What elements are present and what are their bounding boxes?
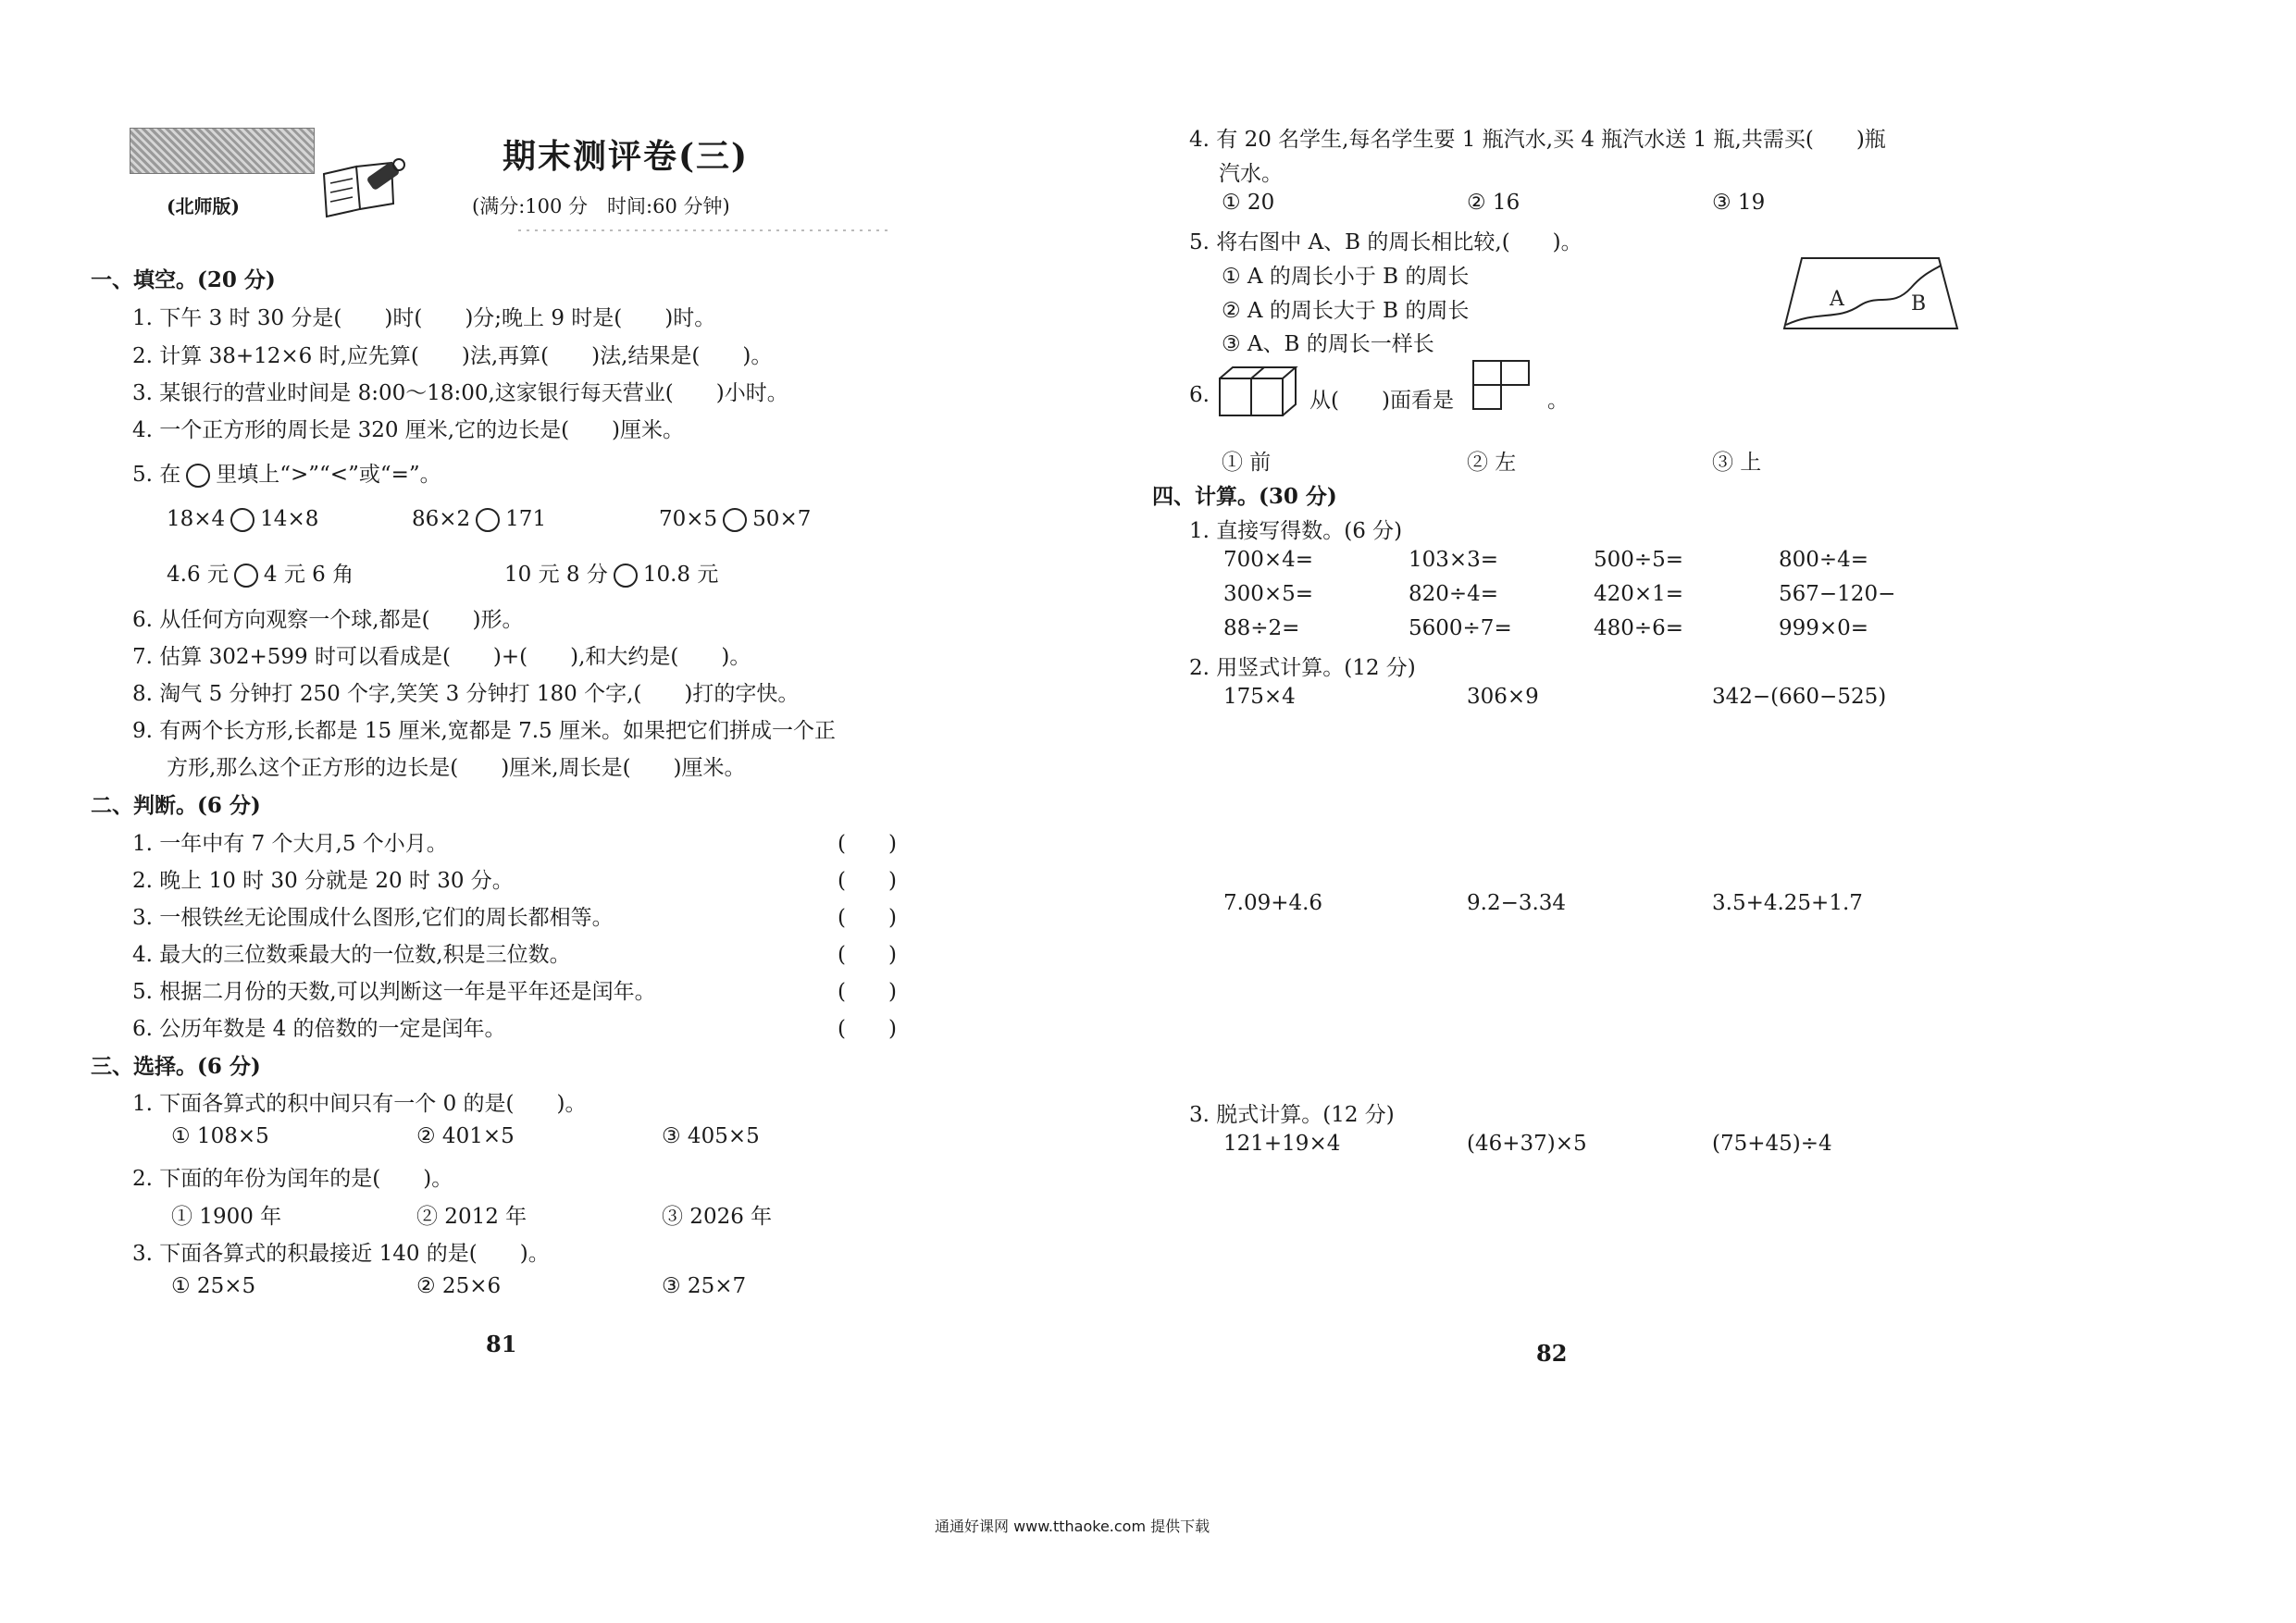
compare-left: 18×4 — [167, 507, 226, 531]
choice-option[interactable]: ③ 405×5 — [662, 1124, 760, 1148]
choice-option[interactable]: ② 16 — [1467, 191, 1520, 215]
compare-circle[interactable] — [476, 508, 500, 532]
section-fill-blank: 一、填空。(20 分) — [91, 267, 276, 292]
section-calc: 四、计算。(30 分) — [1152, 484, 1337, 509]
choice-option[interactable]: ② A 的周长大于 B 的周长 — [1222, 299, 1470, 323]
choice-option[interactable]: ③ 25×7 — [662, 1274, 747, 1298]
choice-option[interactable]: ① 前 — [1222, 451, 1272, 475]
step-calc[interactable]: (75+45)÷4 — [1712, 1132, 1832, 1156]
calc-subtitle-1: 1. 直接写得数。(6 分) — [1189, 519, 1403, 543]
compare-item — [659, 507, 811, 532]
book-telescope-icon — [319, 155, 412, 222]
compare-item — [412, 507, 546, 532]
figure-label-b: B — [1911, 292, 1927, 316]
compare-left: 86×2 — [412, 507, 471, 531]
direct-calc[interactable]: 999×0= — [1779, 616, 1869, 640]
direct-calc[interactable]: 700×4= — [1223, 548, 1314, 572]
question-3-4: 4. 有 20 名学生,每名学生要 1 瓶汽水,买 4 瓶汽水送 1 瓶,共需买( )瓶 — [1189, 128, 1886, 152]
compare-right: 14×8 — [260, 507, 319, 531]
compare-left: 4.6 元 — [167, 563, 229, 587]
question-1-2: 2. 计算 38+12×6 时,应先算( )法,再算( )法,结果是( )。 — [132, 344, 773, 368]
question-1-6: 6. 从任何方向观察一个球,都是( )形。 — [132, 608, 524, 632]
choice-question-2: 2. 下面的年份为闰年的是( )。 — [132, 1167, 453, 1191]
compare-right: 50×7 — [752, 507, 812, 531]
exam-title: 期末测评卷(三) — [503, 137, 750, 176]
section-judge: 二、判断。(6 分) — [91, 793, 261, 818]
question-3-6-end: 。 — [1547, 389, 1569, 413]
direct-calc[interactable]: 88÷2= — [1223, 616, 1300, 640]
question-1-9-cont: 方形,那么这个正方形的边长是( )厘米,周长是( )厘米。 — [167, 756, 746, 780]
judge-item: 3. 一根铁丝无论围成什么图形,它们的周长都相等。 — [132, 906, 614, 930]
choice-option[interactable]: ③ A、B 的周长一样长 — [1222, 332, 1434, 356]
vertical-calc[interactable]: 3.5+4.25+1.7 — [1712, 891, 1863, 915]
compare-circle[interactable] — [230, 508, 254, 532]
question-3-4-cont: 汽水。 — [1219, 162, 1283, 186]
compare-item — [167, 557, 354, 588]
question-1-5 — [132, 457, 441, 488]
vertical-calc[interactable]: 9.2−3.34 — [1467, 891, 1567, 915]
judge-answer[interactable]: ( ) — [838, 943, 897, 967]
compare-circle[interactable] — [723, 508, 747, 532]
judge-answer[interactable]: ( ) — [838, 1017, 897, 1041]
compare-right: 10.8 元 — [642, 563, 719, 587]
answer-circle[interactable] — [186, 464, 210, 488]
step-calc[interactable]: (46+37)×5 — [1467, 1132, 1587, 1156]
question-1-5-prefix: 5. 在 — [132, 463, 181, 487]
direct-calc[interactable]: 420×1= — [1594, 582, 1684, 606]
choice-option[interactable]: ① A 的周长小于 B 的周长 — [1222, 265, 1470, 289]
dotted-divider — [518, 229, 888, 231]
question-3-6: 从( )面看是 — [1309, 389, 1454, 413]
choice-option[interactable]: ② 401×5 — [416, 1124, 515, 1148]
choice-option[interactable]: ① 20 — [1222, 191, 1275, 215]
judge-answer[interactable]: ( ) — [838, 980, 897, 1004]
judge-item: 1. 一年中有 7 个大月,5 个小月。 — [132, 832, 448, 856]
view-figure — [1471, 359, 1553, 413]
question-3-6-num: 6. — [1189, 383, 1210, 407]
vertical-calc[interactable]: 7.09+4.6 — [1223, 891, 1323, 915]
question-1-9: 9. 有两个长方形,长都是 15 厘米,宽都是 7.5 厘米。如果把它们拼成一个正 — [132, 719, 836, 743]
compare-item — [504, 557, 718, 588]
choice-option[interactable]: ② 25×6 — [416, 1274, 502, 1298]
section-choice: 三、选择。(6 分) — [91, 1054, 261, 1079]
judge-item: 5. 根据二月份的天数,可以判断这一年是平年还是闰年。 — [132, 980, 656, 1004]
direct-calc[interactable]: 800÷4= — [1779, 548, 1869, 572]
question-1-3: 3. 某银行的营业时间是 8:00～18:00,这家银行每天营业( )小时。 — [132, 381, 788, 405]
calc-subtitle-2: 2. 用竖式计算。(12 分) — [1189, 656, 1416, 680]
choice-option[interactable]: ② 2012 年 — [416, 1205, 527, 1229]
page-number-left: 81 — [486, 1331, 517, 1357]
direct-calc[interactable]: 103×3= — [1409, 548, 1499, 572]
choice-option[interactable]: ② 左 — [1467, 451, 1517, 475]
judge-answer[interactable]: ( ) — [838, 906, 897, 930]
calc-subtitle-3: 3. 脱式计算。(12 分) — [1189, 1103, 1395, 1127]
judge-answer[interactable]: ( ) — [838, 832, 897, 856]
footer-credit: 通通好课网 www.tthaoke.com 提供下载 — [935, 1518, 1210, 1535]
edition-label: (北师版) — [167, 195, 240, 217]
question-1-5-suffix: 里填上“>”“<”或“=”。 — [216, 463, 441, 487]
compare-left: 10 元 8 分 — [504, 563, 608, 587]
compare-left: 70×5 — [659, 507, 718, 531]
header-banner — [130, 128, 315, 174]
direct-calc[interactable]: 567−120− — [1779, 582, 1896, 606]
choice-option[interactable]: ① 108×5 — [171, 1124, 269, 1148]
figure-label-a: A — [1830, 288, 1844, 311]
choice-question-3: 3. 下面各算式的积最接近 140 的是( )。 — [132, 1242, 550, 1266]
judge-item: 4. 最大的三位数乘最大的一位数,积是三位数。 — [132, 943, 571, 967]
question-1-1: 1. 下午 3 时 30 分是( )时( )分;晚上 9 时是( )时。 — [132, 306, 716, 330]
choice-option[interactable]: ① 1900 年 — [171, 1205, 282, 1229]
question-3-5: 5. 将右图中 A、B 的周长相比较,( )。 — [1189, 230, 1582, 254]
judge-item: 2. 晚上 10 时 30 分就是 20 时 30 分。 — [132, 869, 514, 893]
choice-option[interactable]: ③ 19 — [1712, 191, 1766, 215]
choice-option[interactable]: ③ 2026 年 — [662, 1205, 773, 1229]
direct-calc[interactable]: 480÷6= — [1594, 616, 1684, 640]
compare-circle[interactable] — [614, 564, 638, 588]
choice-question-1: 1. 下面各算式的积中间只有一个 0 的是( )。 — [132, 1092, 587, 1116]
vertical-calc[interactable]: 342−(660−525) — [1712, 685, 1887, 709]
compare-right: 171 — [505, 507, 547, 531]
direct-calc[interactable]: 5600÷7= — [1409, 616, 1512, 640]
choice-option[interactable]: ① 25×5 — [171, 1274, 256, 1298]
perimeter-figure — [1781, 254, 1962, 333]
cube-stack-figure — [1217, 364, 1305, 419]
compare-item — [167, 507, 318, 532]
page-number-right: 82 — [1536, 1340, 1568, 1367]
step-calc[interactable]: 121+19×4 — [1223, 1132, 1341, 1156]
judge-answer[interactable]: ( ) — [838, 869, 897, 893]
compare-circle[interactable] — [234, 564, 258, 588]
exam-info: (满分:100 分 时间:60 分钟) — [472, 195, 730, 217]
vertical-calc[interactable]: 175×4 — [1223, 685, 1296, 709]
vertical-calc[interactable]: 306×9 — [1467, 685, 1539, 709]
choice-option[interactable]: ③ 上 — [1712, 451, 1762, 475]
compare-right: 4 元 6 角 — [263, 563, 354, 587]
direct-calc[interactable]: 820÷4= — [1409, 582, 1499, 606]
question-1-8: 8. 淘气 5 分钟打 250 个字,笑笑 3 分钟打 180 个字,( )打的字快。 — [132, 682, 800, 706]
judge-item: 6. 公历年数是 4 的倍数的一定是闰年。 — [132, 1017, 506, 1041]
question-1-7: 7. 估算 302+599 时可以看成是( )+( ),和大约是( )。 — [132, 645, 751, 669]
direct-calc[interactable]: 300×5= — [1223, 582, 1314, 606]
direct-calc[interactable]: 500÷5= — [1594, 548, 1684, 572]
question-1-4: 4. 一个正方形的周长是 320 厘米,它的边长是( )厘米。 — [132, 418, 685, 442]
